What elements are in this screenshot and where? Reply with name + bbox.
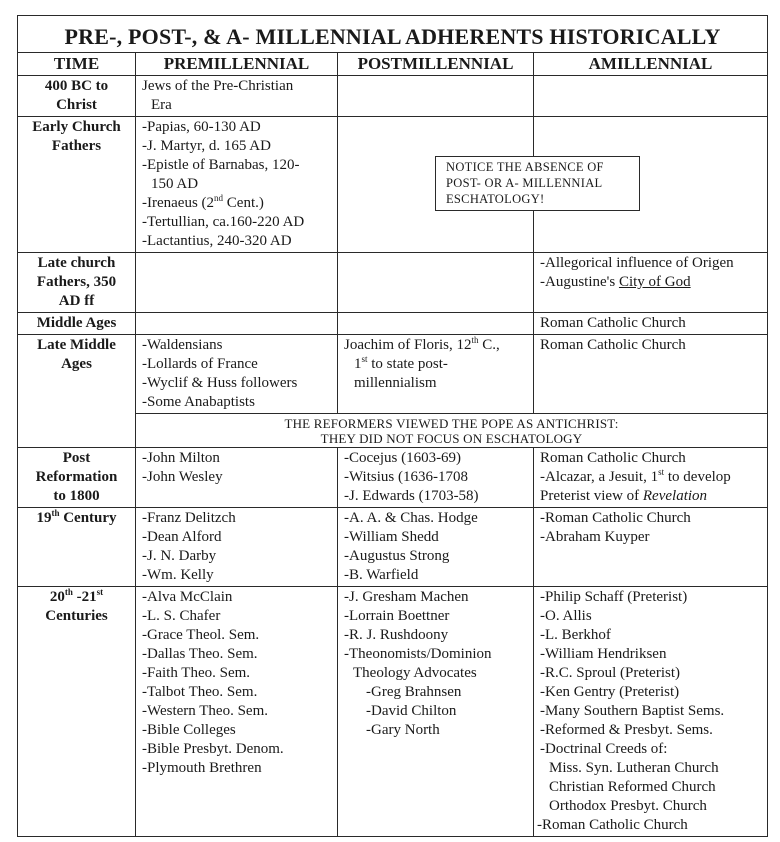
- list-item: -Irenaeus (2nd Cent.): [142, 193, 264, 211]
- time-line: to 1800: [53, 488, 100, 504]
- list-item: -Ken Gentry (Preterist): [540, 684, 680, 700]
- postmillennial-cell: [338, 508, 534, 587]
- notice-line: NOTICE THE ABSENCE OF: [446, 160, 604, 174]
- amillennial-cell: [534, 587, 768, 837]
- list-item: Roman Catholic Church: [540, 315, 686, 331]
- list-item: -A. A. & Chas. Hodge: [344, 510, 478, 526]
- row-middle-ages: [18, 313, 768, 335]
- postmillennial-cell: [338, 313, 534, 335]
- time-cell: [18, 587, 136, 837]
- time-line: Early Church: [32, 119, 121, 135]
- list-item: millennialism: [354, 375, 437, 391]
- list-item: -Plymouth Brethren: [142, 760, 262, 776]
- list-item: -Witsius (1636-1708: [344, 469, 468, 485]
- list-item: -Lollards of France: [142, 356, 258, 372]
- header-premillennial: PREMILLENNIAL: [136, 53, 338, 76]
- time-line: Christ: [56, 97, 97, 113]
- list-item: -R.C. Sproul (Preterist): [540, 665, 680, 681]
- list-item: -Augustus Strong: [344, 548, 450, 564]
- premillennial-cell: [136, 253, 338, 313]
- list-item: -David Chilton: [366, 703, 457, 719]
- time-cell: [18, 448, 136, 508]
- list-item: -Waldensians: [142, 337, 223, 353]
- list-item: -Reformed & Presbyt. Sems.: [540, 722, 713, 738]
- time-line: Fathers: [51, 138, 102, 154]
- list-item: -Abraham Kuyper: [540, 529, 650, 545]
- premillennial-cell: [136, 335, 338, 414]
- time-cell: [18, 76, 136, 117]
- time-line: 20th -21st: [49, 587, 104, 605]
- list-item: Miss. Syn. Lutheran Church: [549, 760, 719, 776]
- list-item: Orthodox Presbyt. Church: [549, 798, 707, 814]
- header-postmillennial: POSTMILLENNIAL: [338, 53, 534, 76]
- notice-line: ESCHATOLOGY!: [446, 192, 545, 206]
- list-item: -Tertullian, ca.160-220 AD: [142, 214, 305, 230]
- time-line: 400 BC to: [44, 78, 109, 94]
- list-item: -Papias, 60-130 AD: [142, 119, 261, 135]
- notice-line: POST- OR A- MILLENNIAL: [446, 176, 603, 190]
- list-item: -Doctrinal Creeds of:: [540, 741, 668, 757]
- book-title: Revelation: [642, 488, 708, 504]
- list-item: -Wm. Kelly: [142, 567, 214, 583]
- notice-box: [435, 156, 640, 211]
- header-time: TIME: [18, 53, 136, 76]
- list-item: -Some Anabaptists: [142, 394, 255, 410]
- amillennial-cell: [534, 253, 768, 313]
- list-item: -Lactantius, 240-320 AD: [142, 233, 292, 249]
- row-400bc: [18, 76, 768, 117]
- list-item: -Theonomists/Dominion: [344, 646, 492, 662]
- list-item: -L. Berkhof: [540, 627, 611, 643]
- postmillennial-cell: [338, 448, 534, 508]
- amillennial-cell: [534, 76, 768, 117]
- amillennial-cell: [534, 508, 768, 587]
- premillennial-cell: [136, 587, 338, 837]
- list-item: Christian Reformed Church: [549, 779, 716, 795]
- postmillennial-cell: [338, 335, 534, 414]
- premillennial-cell: [136, 313, 338, 335]
- amillennial-cell: [534, 313, 768, 335]
- time-line: Post: [62, 450, 91, 466]
- amillennial-cell: [534, 335, 768, 414]
- list-item: Joachim of Floris, 12th C.,: [344, 335, 500, 353]
- list-item: -John Wesley: [142, 469, 223, 485]
- list-item: -Philip Schaff (Preterist): [540, 589, 688, 605]
- list-item: -Greg Brahnsen: [366, 684, 462, 700]
- list-item: -William Shedd: [344, 529, 439, 545]
- list-item: -Alva McClain: [142, 589, 233, 605]
- list-item: -J. N. Darby: [142, 548, 217, 564]
- time-line: AD ff: [58, 293, 95, 309]
- list-item: Theology Advocates: [353, 665, 477, 681]
- list-item: -Allegorical influence of Origen: [540, 255, 734, 271]
- list-item: Roman Catholic Church: [540, 337, 686, 353]
- row-post-reformation: [18, 448, 768, 508]
- list-item: -Bible Presbyt. Denom.: [142, 741, 284, 757]
- list-item: -John Milton: [142, 450, 220, 466]
- list-item: 1st to state post-: [354, 354, 448, 372]
- document-sheet: [17, 15, 767, 837]
- list-item: -O. Allis: [540, 608, 592, 624]
- list-item: Jews of the Pre-Christian: [142, 78, 294, 94]
- list-item: -Lorrain Boettner: [344, 608, 450, 624]
- millennial-table: [17, 15, 768, 837]
- list-item: Preterist view of Revelation: [540, 488, 708, 504]
- list-item: Era: [151, 97, 172, 113]
- time-cell: [18, 313, 136, 335]
- list-item: -Dean Alford: [142, 529, 222, 545]
- time-cell: [18, 117, 136, 253]
- list-item: -Dallas Theo. Sem.: [142, 646, 258, 662]
- title-row: [18, 16, 768, 53]
- reformers-note: [136, 414, 768, 448]
- list-item: -Grace Theol. Sem.: [142, 627, 260, 643]
- time-line: Late Middle: [37, 337, 116, 353]
- list-item: -Roman Catholic Church: [537, 817, 688, 833]
- header-row: [18, 53, 768, 76]
- postmillennial-cell: [338, 76, 534, 117]
- time-line: Late church: [37, 255, 116, 271]
- row-early-church: [18, 117, 768, 253]
- list-item: -William Hendriksen: [540, 646, 667, 662]
- list-item: -Gary North: [366, 722, 440, 738]
- list-item: Roman Catholic Church: [540, 450, 686, 466]
- row-19th-century: [18, 508, 768, 587]
- time-line: Fathers, 350: [36, 274, 117, 290]
- time-line: Centuries: [45, 608, 108, 624]
- time-cell: [18, 335, 136, 448]
- header-amillennial: AMILLENNIAL: [534, 53, 768, 76]
- time-cell: [18, 508, 136, 587]
- list-item: -Wyclif & Huss followers: [142, 375, 298, 391]
- time-line: 19th Century: [36, 508, 117, 526]
- list-item: -J. Martyr, d. 165 AD: [142, 138, 271, 154]
- amillennial-cell: [534, 448, 768, 508]
- time-line: Reformation: [35, 469, 118, 485]
- row-late-middle-ages: [18, 335, 768, 414]
- premillennial-cell: [136, 448, 338, 508]
- time-line: Ages: [61, 356, 92, 372]
- time-line: Middle Ages: [36, 315, 117, 331]
- list-item: -Roman Catholic Church: [540, 510, 691, 526]
- list-item: -L. S. Chafer: [142, 608, 221, 624]
- premillennial-cell: [136, 508, 338, 587]
- list-item: -Cocejus (1603-69): [344, 450, 462, 466]
- list-item: -Bible Colleges: [142, 722, 236, 738]
- list-item: -Alcazar, a Jesuit, 1st to develop: [540, 467, 731, 485]
- table-title: PRE-, POST-, & A- MILLENNIAL ADHERENTS HISTORICALLY: [18, 16, 768, 53]
- list-item: -Augustine's City of God: [540, 274, 691, 290]
- premillennial-cell: [136, 76, 338, 117]
- book-title: City of God: [618, 274, 691, 290]
- list-item: -B. Warfield: [344, 567, 419, 583]
- list-item: -Many Southern Baptist Sems.: [540, 703, 725, 719]
- list-item: 150 AD: [151, 176, 199, 192]
- list-item: -Faith Theo. Sem.: [142, 665, 251, 681]
- postmillennial-cell: [338, 587, 534, 837]
- list-item: -Talbot Theo. Sem.: [142, 684, 258, 700]
- list-item: -Epistle of Barnabas, 120-: [142, 157, 300, 173]
- list-item: -J. Gresham Machen: [344, 589, 469, 605]
- note-line: THE REFORMERS VIEWED THE POPE AS ANTICHRIST:: [284, 416, 619, 431]
- row-late-church: [18, 253, 768, 313]
- post-amil-merged-cell: [338, 117, 768, 253]
- list-item: -Western Theo. Sem.: [142, 703, 268, 719]
- note-line: THEY DID NOT FOCUS ON ESCHATOLOGY: [320, 431, 583, 446]
- row-20th-21st-centuries: [18, 587, 768, 837]
- list-item: -J. Edwards (1703-58): [344, 488, 479, 504]
- list-item: -Franz Delitzch: [142, 510, 236, 526]
- list-item: -R. J. Rushdoony: [344, 627, 449, 643]
- time-cell: [18, 253, 136, 313]
- premillennial-cell: [136, 117, 338, 253]
- postmillennial-cell: [338, 253, 534, 313]
